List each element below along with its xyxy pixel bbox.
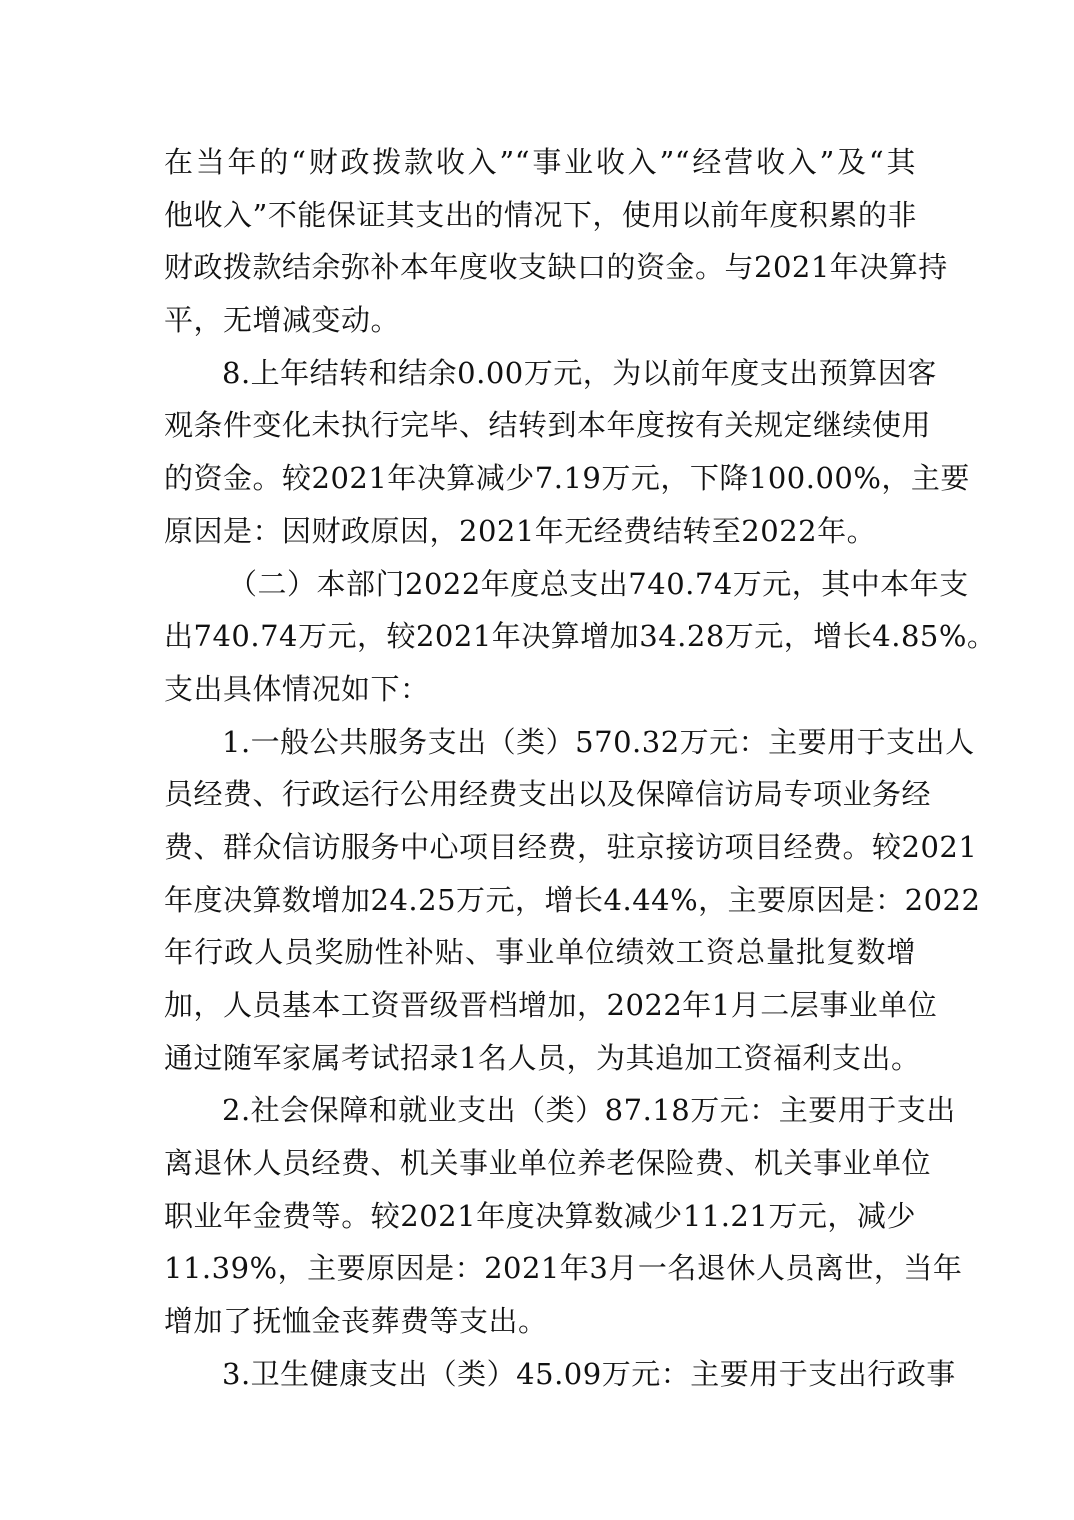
text-line: 离退休人员经费、机关事业单位养老保险费、机关事业单位 xyxy=(164,1146,932,1181)
text-line: 通过随军家属考试招录1名人员，为其追加工资福利支出。 xyxy=(164,1040,921,1075)
paragraph-start-line: 3.卫生健康支出（类）45.09万元：主要用于支出行政事 xyxy=(222,1356,956,1391)
text-line: 他收入”不能保证其支出的情况下，使用以前年度积累的非 xyxy=(164,197,917,232)
text-line: 原因是：因财政原因，2021年无经费结转至2022年。 xyxy=(164,513,877,548)
text-line: 观条件变化未执行完毕、结转到本年度按有关规定继续使用 xyxy=(164,408,932,443)
text-line: 费、群众信访服务中心项目经费，驻京接访项目经费。较2021 xyxy=(164,829,978,864)
text-line: 支出具体情况如下： xyxy=(164,671,430,706)
section-heading-line: （二）本部门2022年度总支出740.74万元，其中本年支 xyxy=(228,566,969,601)
text-line: 的资金。较2021年决算减少7.19万元，下降100.00%，主要 xyxy=(164,461,970,496)
text-line: 出740.74万元，较2021年决算增加34.28万元，增长4.85%。 xyxy=(164,619,997,654)
text-line: 增加了抚恤金丧葬费等支出。 xyxy=(164,1304,548,1339)
text-line: 在当年的“财政拨款收入”“事业收入”“经营收入”及“其 xyxy=(164,145,916,179)
paragraph-start-line: 1.一般公共服务支出（类）570.32万元：主要用于支出人 xyxy=(222,724,975,759)
paragraph-start-line: 2.社会保障和就业支出（类）87.18万元：主要用于支出 xyxy=(222,1093,956,1128)
text-line: 财政拨款结余弥补本年度收支缺口的资金。与2021年决算持 xyxy=(164,250,948,285)
text-line: 职业年金费等。较2021年度决算数减少11.21万元，减少 xyxy=(164,1198,916,1233)
text-line: 员经费、行政运行公用经费支出以及保障信访局专项业务经 xyxy=(164,777,932,812)
paragraph-start-line: 8.上年结转和结余0.00万元，为以前年度支出预算因客 xyxy=(222,355,937,390)
text-line: 加，人员基本工资晋级晋档增加，2022年1月二层事业单位 xyxy=(164,988,938,1022)
text-line: 年度决算数增加24.25万元，增长4.44%，主要原因是：2022 xyxy=(164,882,981,917)
text-line: 年行政人员奖励性补贴、事业单位绩效工资总量批复数增 xyxy=(164,935,916,970)
text-line: 平，无增减变动。 xyxy=(164,303,401,338)
body-text xyxy=(164,136,997,1401)
text-line: 11.39%，主要原因是：2021年3月一名退休人员离世，当年 xyxy=(164,1251,963,1286)
